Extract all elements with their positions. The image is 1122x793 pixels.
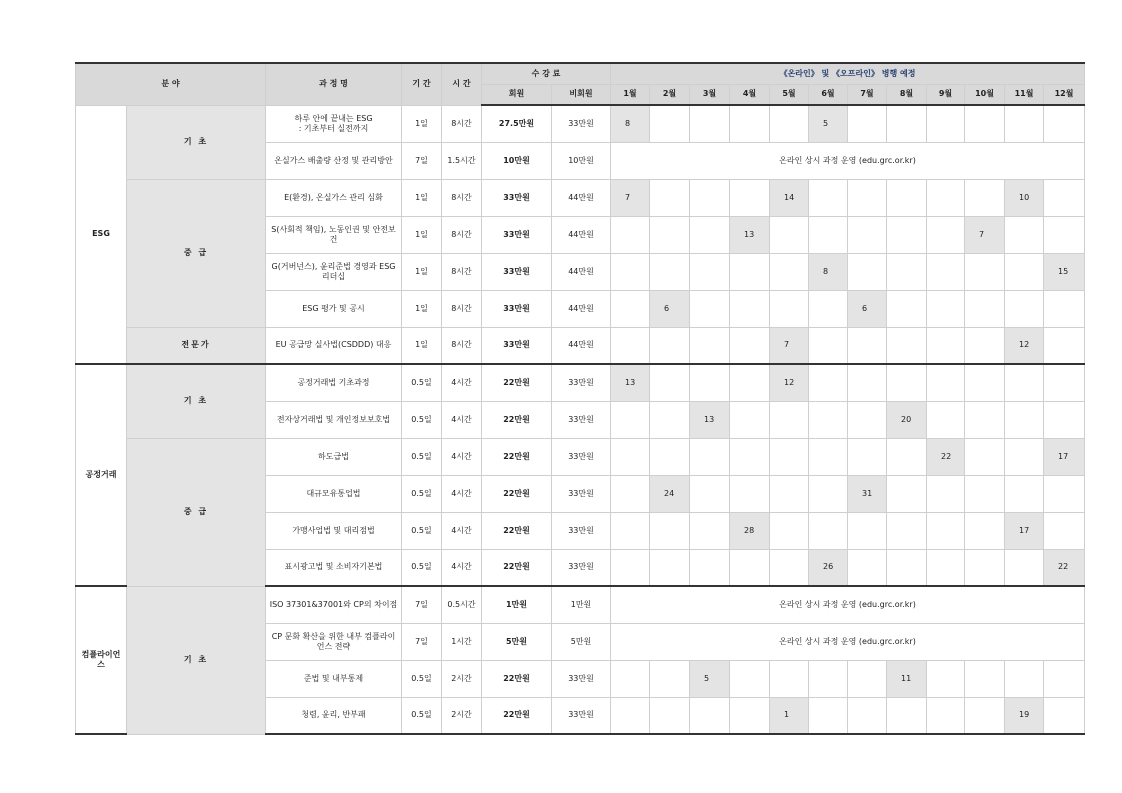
- member-fee: 10만원: [482, 142, 552, 179]
- schedule-empty-cell: [809, 660, 848, 697]
- schedule-empty-cell: [927, 364, 965, 401]
- nonmember-fee: 33만원: [552, 697, 611, 734]
- schedule-empty-cell: [809, 512, 848, 549]
- schedule-date-cell: 17: [1044, 438, 1085, 475]
- schedule-empty-cell: [611, 401, 650, 438]
- member-fee: 22만원: [482, 697, 552, 734]
- member-fee: 22만원: [482, 401, 552, 438]
- schedule-empty-cell: [965, 327, 1005, 364]
- header-member: 회원: [482, 84, 552, 105]
- schedule-empty-cell: [848, 364, 887, 401]
- schedule-empty-cell: [887, 475, 927, 512]
- schedule-empty-cell: [965, 438, 1005, 475]
- schedule-empty-cell: [965, 253, 1005, 290]
- schedule-date-cell: 5: [690, 660, 730, 697]
- schedule-empty-cell: [611, 438, 650, 475]
- schedule-empty-cell: [730, 549, 770, 586]
- schedule-empty-cell: [770, 475, 809, 512]
- schedule-empty-cell: [887, 697, 927, 734]
- hours: 2시간: [442, 697, 482, 734]
- schedule-empty-cell: [848, 660, 887, 697]
- schedule-empty-cell: [927, 216, 965, 253]
- schedule-empty-cell: [927, 290, 965, 327]
- nonmember-fee: 33만원: [552, 438, 611, 475]
- schedule-empty-cell: [848, 105, 887, 142]
- schedule-empty-cell: [965, 364, 1005, 401]
- nonmember-fee: 44만원: [552, 216, 611, 253]
- nonmember-fee: 5만원: [552, 623, 611, 660]
- schedule-empty-cell: [690, 697, 730, 734]
- header-fee: 수 강 료: [482, 63, 611, 84]
- schedule-empty-cell: [1044, 179, 1085, 216]
- schedule-empty-cell: [1044, 290, 1085, 327]
- online-course-note: 온라인 상시 과정 운영 (edu.grc.or.kr): [611, 623, 1085, 660]
- schedule-empty-cell: [1005, 660, 1044, 697]
- schedule-empty-cell: [965, 401, 1005, 438]
- period: 7일: [402, 623, 442, 660]
- course-name: 공정거래법 기초과정: [266, 364, 402, 401]
- nonmember-fee: 33만원: [552, 401, 611, 438]
- schedule-empty-cell: [611, 549, 650, 586]
- schedule-empty-cell: [690, 364, 730, 401]
- member-fee: 1만원: [482, 586, 552, 623]
- schedule-empty-cell: [611, 697, 650, 734]
- period: 0.5일: [402, 364, 442, 401]
- schedule-empty-cell: [730, 401, 770, 438]
- nonmember-fee: 1만원: [552, 586, 611, 623]
- hours: 8시간: [442, 179, 482, 216]
- schedule-empty-cell: [650, 179, 690, 216]
- schedule-date-cell: 8: [611, 105, 650, 142]
- header-hours: 시 간: [442, 63, 482, 105]
- schedule-empty-cell: [848, 438, 887, 475]
- header-course: 과 정 명: [266, 63, 402, 105]
- level-basic: 기 초: [127, 586, 266, 734]
- schedule-date-cell: 6: [848, 290, 887, 327]
- schedule-date-cell: 7: [770, 327, 809, 364]
- schedule-date-cell: 7: [611, 179, 650, 216]
- schedule-empty-cell: [965, 660, 1005, 697]
- schedule-empty-cell: [809, 438, 848, 475]
- table-row: [76, 327, 1085, 364]
- header-period: 기 간: [402, 63, 442, 105]
- schedule-empty-cell: [887, 438, 927, 475]
- table-row: [76, 586, 1085, 623]
- member-fee: 22만원: [482, 512, 552, 549]
- level-intermediate: 중 급: [127, 438, 266, 586]
- course-name: 하루 안에 끝내는 ESG : 기초부터 실전까지: [266, 105, 402, 142]
- schedule-empty-cell: [927, 401, 965, 438]
- schedule-empty-cell: [611, 327, 650, 364]
- schedule-empty-cell: [730, 475, 770, 512]
- schedule-empty-cell: [1005, 364, 1044, 401]
- schedule-empty-cell: [730, 660, 770, 697]
- header-month: 2월: [650, 84, 690, 105]
- level-basic: 기 초: [127, 105, 266, 179]
- period: 0.5일: [402, 512, 442, 549]
- schedule-date-cell: 13: [611, 364, 650, 401]
- schedule-empty-cell: [730, 327, 770, 364]
- header-month: 8월: [887, 84, 927, 105]
- schedule-date-cell: 15: [1044, 253, 1085, 290]
- online-course-note: 온라인 상시 과정 운영 (edu.grc.or.kr): [611, 142, 1085, 179]
- schedule-empty-cell: [611, 475, 650, 512]
- header-field: 분 야: [76, 63, 266, 105]
- schedule-empty-cell: [848, 549, 887, 586]
- schedule-date-cell: 7: [965, 216, 1005, 253]
- schedule-empty-cell: [927, 475, 965, 512]
- member-fee: 22만원: [482, 438, 552, 475]
- schedule-empty-cell: [887, 290, 927, 327]
- schedule-empty-cell: [965, 105, 1005, 142]
- schedule-empty-cell: [770, 660, 809, 697]
- schedule-empty-cell: [809, 327, 848, 364]
- schedule-empty-cell: [1044, 401, 1085, 438]
- schedule-empty-cell: [927, 697, 965, 734]
- header-month: 4월: [730, 84, 770, 105]
- schedule-empty-cell: [650, 660, 690, 697]
- hours: 8시간: [442, 327, 482, 364]
- course-name: 가맹사업법 및 대리점법: [266, 512, 402, 549]
- nonmember-fee: 33만원: [552, 364, 611, 401]
- period: 7일: [402, 142, 442, 179]
- header-month: 7월: [848, 84, 887, 105]
- schedule-empty-cell: [1044, 105, 1085, 142]
- hours: 8시간: [442, 216, 482, 253]
- schedule-date-cell: 13: [730, 216, 770, 253]
- schedule-empty-cell: [730, 179, 770, 216]
- course-name: 대규모유통업법: [266, 475, 402, 512]
- schedule-date-cell: 13: [690, 401, 730, 438]
- hours: 1.5시간: [442, 142, 482, 179]
- course-name: ISO 37301&37001와 CP의 차이점: [266, 586, 402, 623]
- nonmember-fee: 33만원: [552, 105, 611, 142]
- member-fee: 22만원: [482, 660, 552, 697]
- schedule-empty-cell: [927, 549, 965, 586]
- schedule-empty-cell: [611, 253, 650, 290]
- hours: 4시간: [442, 401, 482, 438]
- schedule-date-cell: 26: [809, 549, 848, 586]
- schedule-empty-cell: [887, 105, 927, 142]
- schedule-empty-cell: [965, 697, 1005, 734]
- schedule-empty-cell: [690, 179, 730, 216]
- schedule-empty-cell: [730, 697, 770, 734]
- schedule-empty-cell: [690, 327, 730, 364]
- schedule-empty-cell: [650, 438, 690, 475]
- header-month: 12월: [1044, 84, 1085, 105]
- table-row: [76, 438, 1085, 475]
- header-month: 10월: [965, 84, 1005, 105]
- course-name: S(사회적 책임), 노동인권 및 안전보건: [266, 216, 402, 253]
- schedule-empty-cell: [650, 549, 690, 586]
- schedule-empty-cell: [965, 179, 1005, 216]
- schedule-empty-cell: [1044, 364, 1085, 401]
- schedule-empty-cell: [650, 364, 690, 401]
- schedule-date-cell: 28: [730, 512, 770, 549]
- period: 0.5일: [402, 438, 442, 475]
- member-fee: 33만원: [482, 290, 552, 327]
- hours: 0.5시간: [442, 586, 482, 623]
- schedule-empty-cell: [848, 179, 887, 216]
- period: 1일: [402, 179, 442, 216]
- course-name: E(환경), 온실가스 관리 심화: [266, 179, 402, 216]
- schedule-empty-cell: [1005, 475, 1044, 512]
- schedule-empty-cell: [1044, 697, 1085, 734]
- schedule-empty-cell: [770, 401, 809, 438]
- header-schedule-title: 《온라인》 및 《오프라인》 병행 예정: [611, 63, 1085, 84]
- schedule-empty-cell: [1005, 105, 1044, 142]
- period: 1일: [402, 216, 442, 253]
- schedule-empty-cell: [809, 364, 848, 401]
- member-fee: 22만원: [482, 549, 552, 586]
- schedule-date-cell: 6: [650, 290, 690, 327]
- hours: 4시간: [442, 549, 482, 586]
- member-fee: 33만원: [482, 216, 552, 253]
- schedule-empty-cell: [965, 290, 1005, 327]
- hours: 1시간: [442, 623, 482, 660]
- course-name: G(거버넌스), 윤리준법 경영과 ESG 리더십: [266, 253, 402, 290]
- schedule-date-cell: 12: [1005, 327, 1044, 364]
- schedule-empty-cell: [887, 512, 927, 549]
- schedule-empty-cell: [611, 216, 650, 253]
- period: 1일: [402, 105, 442, 142]
- schedule-empty-cell: [809, 216, 848, 253]
- course-name: 전자상거래법 및 개인정보보호법: [266, 401, 402, 438]
- hours: 2시간: [442, 660, 482, 697]
- member-fee: 27.5만원: [482, 105, 552, 142]
- nonmember-fee: 33만원: [552, 549, 611, 586]
- level-basic: 기 초: [127, 364, 266, 438]
- schedule-empty-cell: [650, 327, 690, 364]
- schedule-empty-cell: [848, 512, 887, 549]
- schedule-empty-cell: [887, 549, 927, 586]
- table-row: [76, 364, 1085, 401]
- header-month: 1월: [611, 84, 650, 105]
- schedule-empty-cell: [927, 253, 965, 290]
- nonmember-fee: 44만원: [552, 179, 611, 216]
- header-month: 9월: [927, 84, 965, 105]
- schedule-empty-cell: [770, 216, 809, 253]
- nonmember-fee: 33만원: [552, 660, 611, 697]
- member-fee: 5만원: [482, 623, 552, 660]
- member-fee: 33만원: [482, 179, 552, 216]
- schedule-empty-cell: [690, 253, 730, 290]
- schedule-empty-cell: [809, 475, 848, 512]
- course-name: CP 문화 확산을 위한 내부 컴플라이언스 전략: [266, 623, 402, 660]
- schedule-empty-cell: [965, 512, 1005, 549]
- level-expert: 전문가: [127, 327, 266, 364]
- schedule-empty-cell: [809, 401, 848, 438]
- hours: 4시간: [442, 364, 482, 401]
- header-month: 5월: [770, 84, 809, 105]
- schedule-empty-cell: [887, 179, 927, 216]
- hours: 4시간: [442, 512, 482, 549]
- period: 1일: [402, 290, 442, 327]
- course-name: 청렴, 윤리, 반부패: [266, 697, 402, 734]
- nonmember-fee: 44만원: [552, 290, 611, 327]
- nonmember-fee: 33만원: [552, 475, 611, 512]
- schedule-date-cell: 20: [887, 401, 927, 438]
- field-area-cell: 컴플라이언스: [76, 586, 127, 734]
- schedule-date-cell: 10: [1005, 179, 1044, 216]
- schedule-empty-cell: [927, 327, 965, 364]
- schedule-empty-cell: [611, 290, 650, 327]
- schedule-empty-cell: [809, 697, 848, 734]
- table-row: [76, 105, 1085, 142]
- schedule-empty-cell: [650, 512, 690, 549]
- member-fee: 22만원: [482, 364, 552, 401]
- schedule-empty-cell: [730, 290, 770, 327]
- hours: 8시간: [442, 290, 482, 327]
- schedule-empty-cell: [927, 660, 965, 697]
- course-name: 준법 및 내부통제: [266, 660, 402, 697]
- hours: 8시간: [442, 105, 482, 142]
- period: 0.5일: [402, 475, 442, 512]
- schedule-empty-cell: [611, 660, 650, 697]
- schedule-empty-cell: [650, 401, 690, 438]
- schedule-empty-cell: [730, 364, 770, 401]
- course-name: ESG 평가 및 공시: [266, 290, 402, 327]
- schedule-empty-cell: [650, 253, 690, 290]
- period: 0.5일: [402, 660, 442, 697]
- schedule-empty-cell: [1044, 216, 1085, 253]
- schedule-empty-cell: [1044, 475, 1085, 512]
- schedule-empty-cell: [927, 512, 965, 549]
- period: 7일: [402, 586, 442, 623]
- period: 0.5일: [402, 697, 442, 734]
- schedule-empty-cell: [770, 105, 809, 142]
- schedule-date-cell: 24: [650, 475, 690, 512]
- schedule-empty-cell: [690, 549, 730, 586]
- member-fee: 33만원: [482, 253, 552, 290]
- schedule-date-cell: 11: [887, 660, 927, 697]
- nonmember-fee: 10만원: [552, 142, 611, 179]
- nonmember-fee: 44만원: [552, 327, 611, 364]
- schedule-empty-cell: [690, 512, 730, 549]
- schedule-empty-cell: [690, 216, 730, 253]
- schedule-empty-cell: [1005, 401, 1044, 438]
- schedule-empty-cell: [887, 364, 927, 401]
- schedule-empty-cell: [770, 253, 809, 290]
- schedule-date-cell: 5: [809, 105, 848, 142]
- schedule-empty-cell: [650, 697, 690, 734]
- nonmember-fee: 33만원: [552, 512, 611, 549]
- course-name: 표시광고법 및 소비자기본법: [266, 549, 402, 586]
- table-row: [76, 179, 1085, 216]
- schedule-empty-cell: [690, 105, 730, 142]
- hours: 4시간: [442, 475, 482, 512]
- schedule-empty-cell: [770, 512, 809, 549]
- schedule-empty-cell: [887, 327, 927, 364]
- schedule-empty-cell: [1044, 660, 1085, 697]
- period: 1일: [402, 253, 442, 290]
- hours: 8시간: [442, 253, 482, 290]
- schedule-empty-cell: [1005, 216, 1044, 253]
- course-name: 하도급법: [266, 438, 402, 475]
- schedule-empty-cell: [887, 253, 927, 290]
- schedule-empty-cell: [1005, 438, 1044, 475]
- schedule-empty-cell: [927, 179, 965, 216]
- member-fee: 22만원: [482, 475, 552, 512]
- schedule-date-cell: 31: [848, 475, 887, 512]
- schedule-empty-cell: [1044, 512, 1085, 549]
- course-schedule-table: [75, 62, 1085, 735]
- schedule-empty-cell: [690, 290, 730, 327]
- course-name: 온실가스 배출량 산정 및 관리방안: [266, 142, 402, 179]
- schedule-date-cell: 19: [1005, 697, 1044, 734]
- level-intermediate: 중 급: [127, 179, 266, 327]
- schedule-empty-cell: [927, 105, 965, 142]
- period: 0.5일: [402, 401, 442, 438]
- schedule-empty-cell: [965, 549, 1005, 586]
- header-month: 11월: [1005, 84, 1044, 105]
- schedule-date-cell: 14: [770, 179, 809, 216]
- schedule-date-cell: 22: [1044, 549, 1085, 586]
- schedule-empty-cell: [848, 401, 887, 438]
- schedule-empty-cell: [611, 512, 650, 549]
- header-nonmember: 비회원: [552, 84, 611, 105]
- schedule-date-cell: 12: [770, 364, 809, 401]
- schedule-empty-cell: [848, 327, 887, 364]
- schedule-empty-cell: [690, 475, 730, 512]
- schedule-empty-cell: [887, 216, 927, 253]
- header-month: 6월: [809, 84, 848, 105]
- schedule-empty-cell: [1044, 327, 1085, 364]
- nonmember-fee: 44만원: [552, 253, 611, 290]
- schedule-empty-cell: [770, 549, 809, 586]
- schedule-empty-cell: [809, 179, 848, 216]
- online-course-note: 온라인 상시 과정 운영 (edu.grc.or.kr): [611, 586, 1085, 623]
- schedule-date-cell: 17: [1005, 512, 1044, 549]
- schedule-date-cell: 22: [927, 438, 965, 475]
- schedule-empty-cell: [730, 253, 770, 290]
- schedule-empty-cell: [1005, 290, 1044, 327]
- course-name: EU 공급망 실사법(CSDDD) 대응: [266, 327, 402, 364]
- schedule-date-cell: 1: [770, 697, 809, 734]
- schedule-empty-cell: [965, 475, 1005, 512]
- schedule-empty-cell: [809, 290, 848, 327]
- period: 0.5일: [402, 549, 442, 586]
- schedule-empty-cell: [848, 253, 887, 290]
- schedule-empty-cell: [650, 216, 690, 253]
- schedule-empty-cell: [770, 438, 809, 475]
- field-area-cell: 공정거래: [76, 364, 127, 586]
- schedule-empty-cell: [848, 697, 887, 734]
- schedule-empty-cell: [650, 105, 690, 142]
- schedule-empty-cell: [848, 216, 887, 253]
- field-area-cell: ESG: [76, 105, 127, 364]
- schedule-empty-cell: [730, 105, 770, 142]
- schedule-date-cell: 8: [809, 253, 848, 290]
- hours: 4시간: [442, 438, 482, 475]
- schedule-empty-cell: [730, 438, 770, 475]
- schedule-empty-cell: [1005, 253, 1044, 290]
- schedule-empty-cell: [690, 438, 730, 475]
- header-month: 3월: [690, 84, 730, 105]
- schedule-empty-cell: [1005, 549, 1044, 586]
- schedule-empty-cell: [770, 290, 809, 327]
- period: 1일: [402, 327, 442, 364]
- member-fee: 33만원: [482, 327, 552, 364]
